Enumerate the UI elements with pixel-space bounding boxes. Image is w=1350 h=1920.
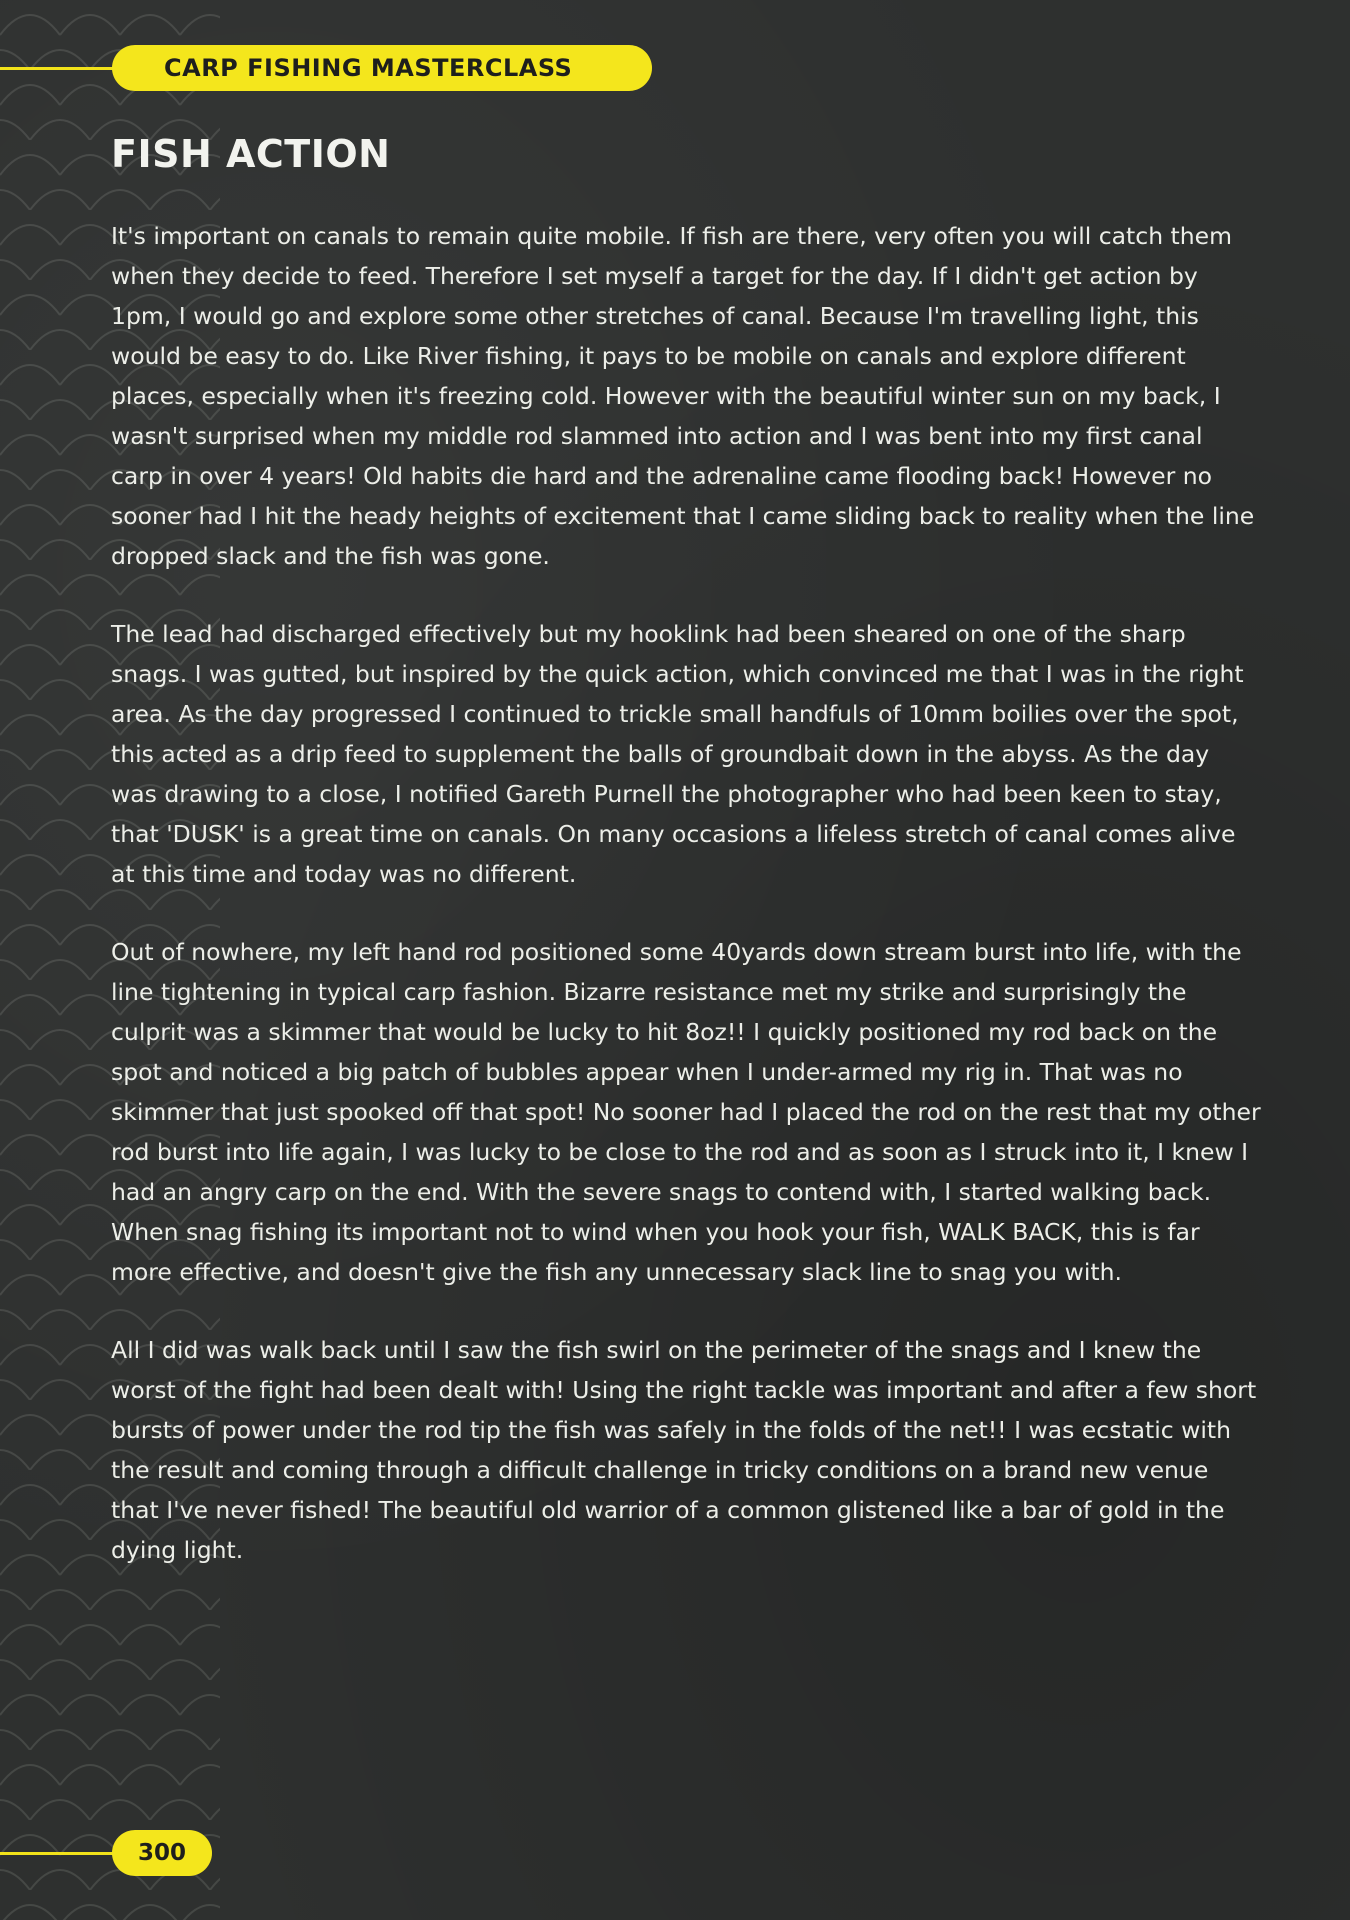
article-title: FISH ACTION — [111, 132, 391, 176]
page-number: 300 — [137, 1840, 186, 1866]
paragraph: All I did was walk back until I saw the fish swirl on the perimeter of the snags and I knew the worst of the fight had been dealt with! Using the right tackle was important and after a few short bursts of power under the rod tip the fish was safely in the folds of the net!! I was ecstatic with the result and coming through a difficult challenge in tricky conditions on a brand new venue that I've never fished! The beautiful old warrior of a common glistened like a bar of gold in the dying light. — [111, 1336, 1257, 1564]
footer-rule — [0, 1852, 120, 1855]
paragraph: The lead had discharged effectively but my hooklink had been sheared on one of the sharp snags. I was gutted, but inspired by the quick action, which convinced me that I was in the right area. As the day progressed I continued to trickle small handfuls of 10mm boilies over the spot, this acted as a drip feed to supplement the balls of groundbait down in the abyss. As the day was drawing to a close, I notified Gareth Purnell the photographer who had been keen to stay, that 'DUSK' is a great time on canals. On many occasions a lifeless stretch of canal comes alive at this time and today was no different. — [111, 620, 1244, 888]
paragraph: It's important on canals to remain quite mobile. If fish are there, very often you will catch them when they decide to feed. Therefore I set myself a target for the day. If I didn't get action by 1pm, I would go and explore some other stretches of canal. Because I'm travelling light, this would be easy to do. Like River fishing, it pays to be mobile on canals and explore different places, especially when it's freezing cold. However with the beautiful winter sun on my back, I wasn't surprised when my middle rod slammed into action and I was bent into my first canal carp in over 4 years! Old habits die hard and the adrenaline came flooding back! However no sooner had I hit the heady heights of excitement that I came sliding back to reality when the line dropped slack and the fish was gone. — [111, 222, 1255, 570]
section-label: CARP FISHING MASTERCLASS — [164, 54, 573, 82]
paragraph: Out of nowhere, my left hand rod positioned some 40yards down stream burst into life, with the line tightening in typical carp fashion. Bizarre resistance met my strike and surprisingly the culprit was a skimmer that would be lucky to hit 8oz!! I quickly positioned my rod back on the spot and noticed a big patch of bubbles appear when I under-armed my rig in. That was no skimmer that just spooked off that spot! No sooner had I placed the rod on the rest that my other rod burst into life again, I was lucky to be close to the rod and as soon as I struck into it, I knew I had an angry carp on the end. With the severe snags to contend with, I started walking back. When snag fishing its important not to wind when you hook your fish, WALK BACK, this is far more effective, and doesn't give the fish any unnecessary slack line to snag you with. — [111, 938, 1261, 1286]
header-rule — [0, 67, 120, 70]
section-banner — [112, 45, 652, 91]
article-body — [111, 216, 1261, 1608]
page-number-badge — [112, 1830, 212, 1876]
